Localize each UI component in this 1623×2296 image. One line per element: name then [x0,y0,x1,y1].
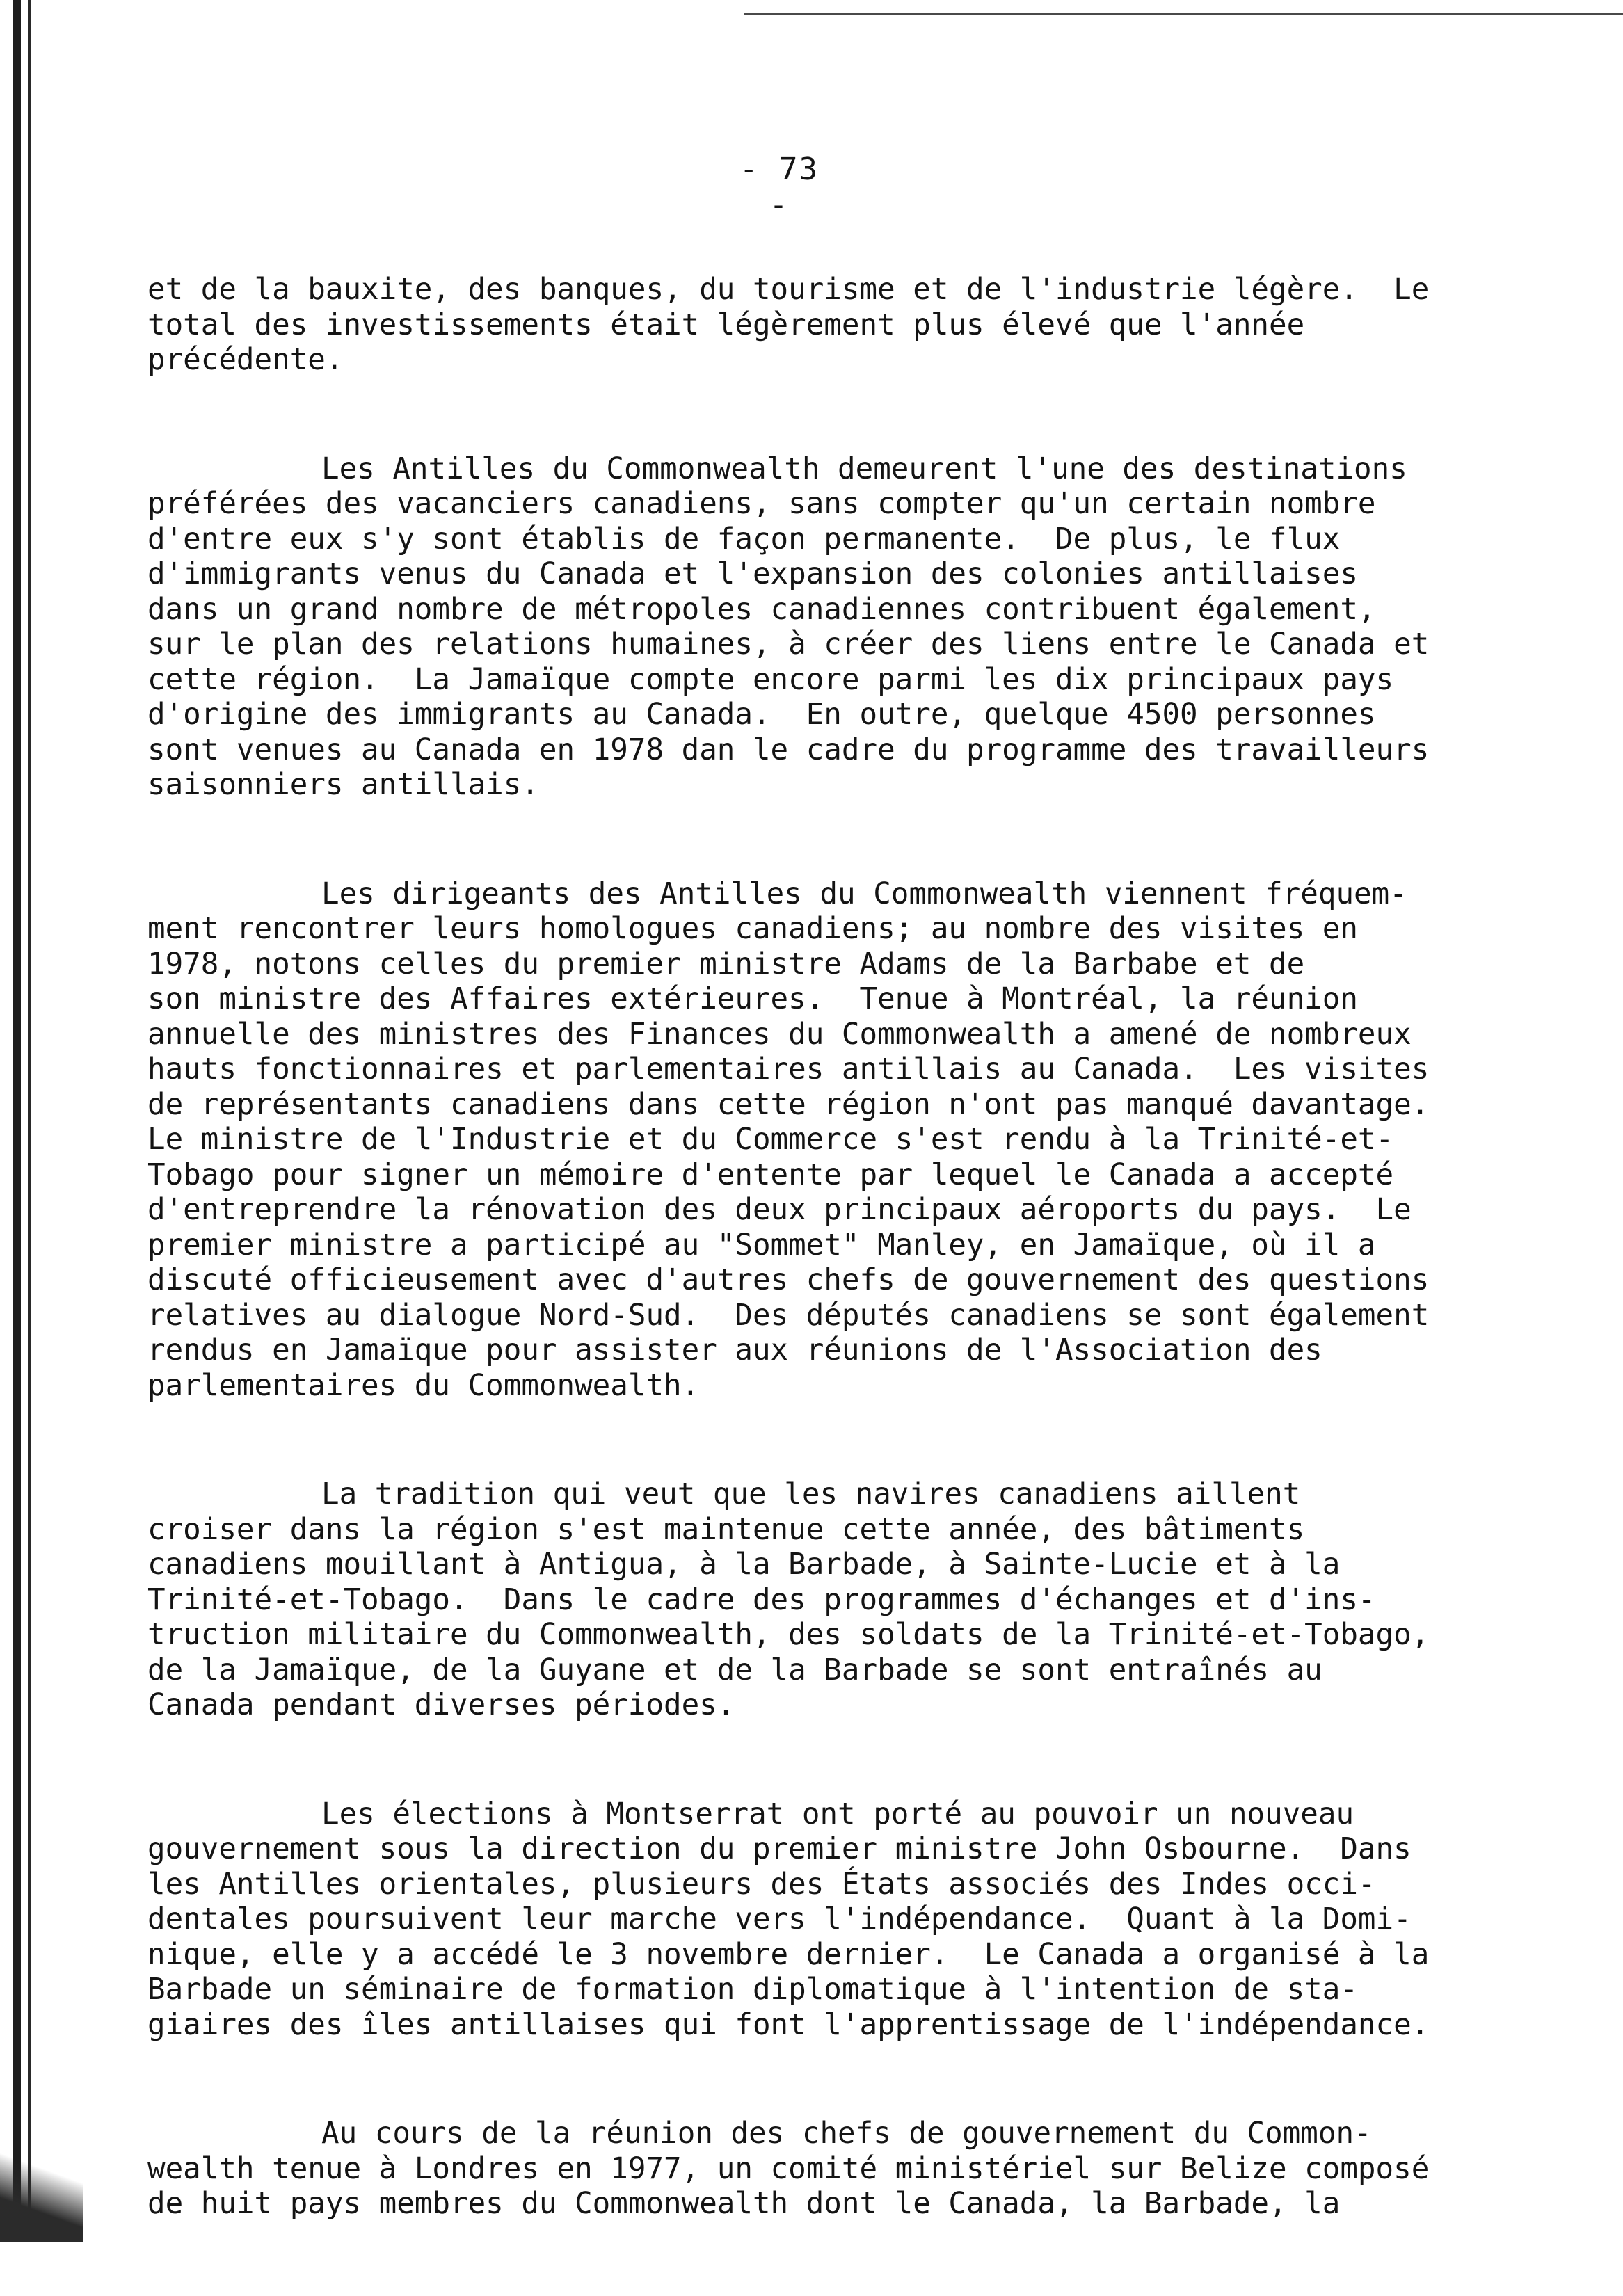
text-line: relatives au dialogue Nord-Sud. Des députés canadiens se sont également [147,1298,1430,1333]
text-line: précédente. [147,343,344,377]
text-line: sur le plan des relations humaines, à créer des liens entre le Canada et [147,627,1430,661]
text-line: 1978, notons celles du premier ministre Adams de la Barbabe et de [147,947,1305,981]
text-line: Le ministre de l'Industrie et du Commerce s'est rendu à la Trinité-et- [147,1123,1394,1157]
text-line: de huit pays membres du Commonwealth dont le Canada, la Barbade, la [147,2187,1341,2221]
text-line: Barbade un séminaire de formation diplomatique à l'intention de sta- [147,1973,1358,2007]
text-line: annuelle des ministres des Finances du Commonwealth a amené de nombreux [147,1017,1412,1052]
scan-edge-left [13,0,21,2242]
scan-edge-top [744,13,1623,15]
paragraph-elections-independence [147,1797,1430,2044]
scan-corner-shadow [0,2145,83,2242]
paragraph-investments [147,273,1430,378]
text-line: wealth tenue à Londres en 1977, un comité ministériel sur Belize composé [147,2151,1430,2186]
text-line: d'entreprendre la rénovation des deux principaux aéroports du pays. Le [147,1193,1412,1227]
paragraph-naval-cruises [147,1477,1430,1724]
text-line: Au cours de la réunion des chefs de gouvernement du Common- [321,2117,1372,2151]
text-line: rendus en Jamaïque pour assister aux réunions de l'Association des [147,1333,1322,1367]
text-line: Trinité-et-Tobago. Dans le cadre des programmes d'échanges et d'ins- [147,1582,1376,1617]
page-number: - 73 - [739,152,819,223]
text-line: saisonniers antillais. [147,768,539,802]
text-line: parlementaires du Commonwealth. [147,1368,700,1403]
text-line: nique, elle y a accédé le 3 novembre dernier. Le Canada a organisé à la [147,1937,1430,1972]
text-line: croiser dans la région s'est maintenue cette année, des bâtiments [147,1512,1305,1547]
text-line: les Antilles orientales, plusieurs des États associés des Indes occi- [147,1867,1376,1902]
text-line: cette région. La Jamaïque compte encore parmi les dix principaux pays [147,662,1394,697]
text-line: et de la bauxite, des banques, du tourisme et de l'industrie légère. Le [147,273,1430,307]
text-line: hauts fonctionnaires et parlementaires antillais au Canada. Les visites [147,1052,1430,1086]
text-line: sont venues au Canada en 1978 dan le cadre du programme des travailleurs [147,732,1430,767]
text-line: de représentants canadiens dans cette région n'ont pas manqué davantage. [147,1087,1430,1122]
text-line: son ministre des Affaires extérieures. Tenue à Montréal, la réunion [147,982,1358,1016]
text-line: dentales poursuivent leur marche vers l'indépendance. Quant à la Domi- [147,1902,1412,1936]
text-line: préférées des vacanciers canadiens, sans compter qu'un certain nombre [147,487,1376,521]
text-line: total des investissements était légèrement plus élevé que l'année [147,307,1305,342]
text-line: giaires des îles antillaises qui font l'apprentissage de l'indépendance. [147,2007,1430,2042]
text-line: Les Antilles du Commonwealth demeurent l'une des destinations [321,451,1407,486]
text-line: premier ministre a participé au "Sommet" Manley, en Jamaïque, où il a [147,1228,1376,1262]
text-line: ment rencontrer leurs homologues canadiens; au nombre des visites en [147,912,1358,946]
text-line: gouvernement sous la direction du premier ministre John Osbourne. Dans [147,1832,1412,1866]
text-line: de la Jamaïque, de la Guyane et de la Barbade se sont entraînés au [147,1653,1322,1687]
text-line: dans un grand nombre de métropoles canadiennes contribuent également, [147,592,1376,627]
scan-edge-left-thin [28,0,31,2242]
document-body [147,273,1430,2296]
text-line: Les élections à Montserrat ont porté au pouvoir un nouveau [321,1797,1354,1831]
text-line: La tradition qui veut que les navires canadiens aillent [321,1477,1301,1511]
paragraph-leaders-visits [147,876,1430,1404]
text-line: canadiens mouillant à Antigua, à la Barbade, à Sainte-Lucie et à la [147,1548,1341,1582]
text-line: Canada pendant diverses périodes. [147,1688,735,1722]
text-line: Tobago pour signer un mémoire d'entente par lequel le Canada a accepté [147,1157,1394,1192]
paragraph-tourism-immigration [147,451,1430,803]
text-line: d'entre eux s'y sont établis de façon permanente. De plus, le flux [147,522,1341,556]
text-line: d'origine des immigrants au Canada. En outre, quelque 4500 personnes [147,698,1376,732]
text-line: d'immigrants venus du Canada et l'expansion des colonies antillaises [147,557,1358,591]
text-line: truction militaire du Commonwealth, des soldats de la Trinité-et-Tobago, [147,1618,1430,1652]
paragraph-belize-committee [147,2117,1430,2222]
text-line: discuté officieusement avec d'autres chefs de gouvernement des questions [147,1263,1430,1297]
text-line: Les dirigeants des Antilles du Commonwealth viennent fréquem- [321,876,1407,911]
